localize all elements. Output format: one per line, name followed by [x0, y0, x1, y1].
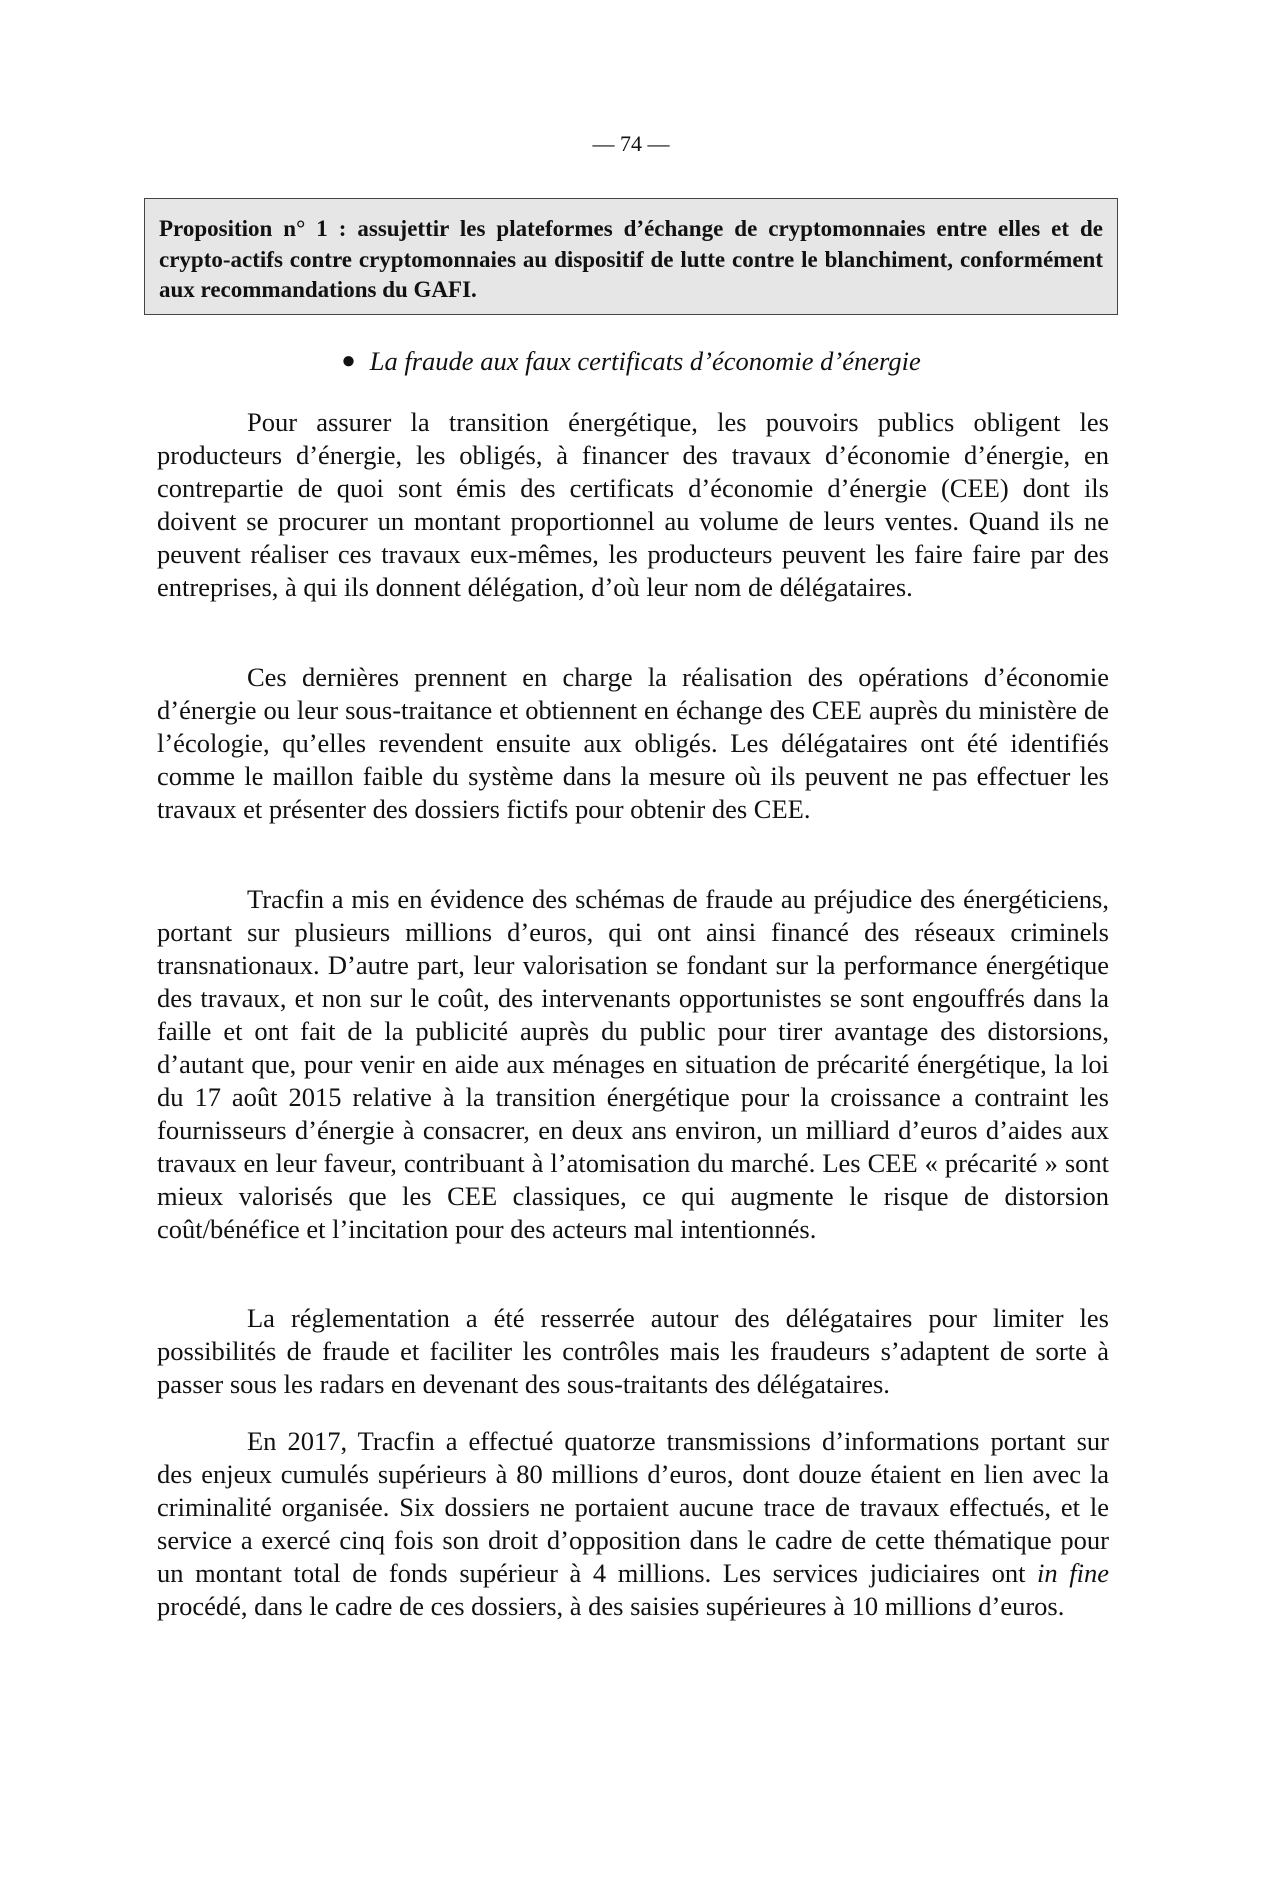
paragraph-1: Pour assurer la transition énergétique, les pouvoirs publics obligent les producteurs d’énergie, les obligés, à financer des travaux d’économie d’énergie, en contrepartie de quoi sont émis des certificats d’économie d’énergie (CEE) dont ils doivent se procurer un montant proportionnel au volume de leurs ventes. Quand ils ne peuvent réaliser ces travaux eux-mêmes, les producteurs peuvent les faire faire par des entreprises, à qui ils donnent délégation, d’où leur nom de délégataires. — [157, 407, 1109, 602]
section-heading — [0, 344, 1262, 380]
paragraph-5-italic-term: in fine — [1037, 1558, 1109, 1588]
page-number: — 74 — — [592, 131, 670, 156]
section-heading-text: La fraude aux faux certificats d’économie d’énergie — [369, 346, 921, 376]
paragraph-4: La réglementation a été resserrée autour des délégataires pour limiter les possibilités de fraude et faciliter les contrôles mais les fraudeurs s’adaptent de sorte à passer sous les radars en devenant des sous-traitants des délégataires. — [157, 1303, 1109, 1399]
paragraph-5-text-start: En 2017, Tracfin a effectué quatorze transmissions d’informations portant sur des enjeux cumulés supérieurs à 80 millions d’euros, dont douze étaient en lien avec la criminalité organisée. Six dossiers ne portaient aucune trace de travaux effectués, et le service a exercé cinq fois son droit d’opposition dans le cadre de cette thématique pour un montant total de fonds supérieur à 4 millions. Les services judiciaires ont — [157, 1426, 1109, 1588]
paragraph-2: Ces dernières prennent en charge la réalisation des opérations d’économie d’énergie ou leur sous-traitance et obtiennent en échange des CEE auprès du ministère de l’écologie, qu’elles revendent ensuite aux obligés. Les délégataires ont été identifiés comme le maillon faible du système dans la mesure où ils peuvent ne pas effectuer les travaux et présenter des dossiers fictifs pour obtenir des CEE. — [157, 662, 1109, 824]
bullet-icon: ● — [341, 348, 356, 374]
proposal-box — [144, 198, 1118, 315]
proposal-text: Proposition n° 1 : assujettir les plateformes d’échange de cryptomonnaies entre elles et de crypto-actifs contre cryptomonnaies au dispositif de lutte contre le blanchiment, conformément aux recommandations du GAFI. — [159, 216, 1103, 302]
paragraph-5 — [157, 1425, 1109, 1623]
paragraph-3: Tracfin a mis en évidence des schémas de fraude au préjudice des énergéticiens, portant sur plusieurs millions d’euros, qui ont ainsi financé des réseaux criminels transnationaux. D’autre part, leur valorisation se fondant sur la performance énergétique des travaux, et non sur le coût, des intervenants opportunistes se sont engouffrés dans la faille et ont fait de la publicité auprès du public pour tirer avantage des distorsions, d’autant que, pour venir en aide aux ménages en situation de précarité énergétique, la loi du 17 août 2015 relative à la transition énergétique pour la croissance a contraint les fournisseurs d’énergie à consacrer, en deux ans environ, un milliard d’euros d’aides aux travaux en leur faveur, contribuant à l’atomisation du marché. Les CEE « précarité » sont mieux valorisés que les CEE classiques, ce qui augmente le risque de distorsion coût/bénéfice et l’incitation pour des acteurs mal intentionnés. — [157, 884, 1109, 1244]
paragraph-5-text-end: procédé, dans le cadre de ces dossiers, à des saisies supérieures à 10 millions d’euros. — [157, 1591, 1065, 1621]
